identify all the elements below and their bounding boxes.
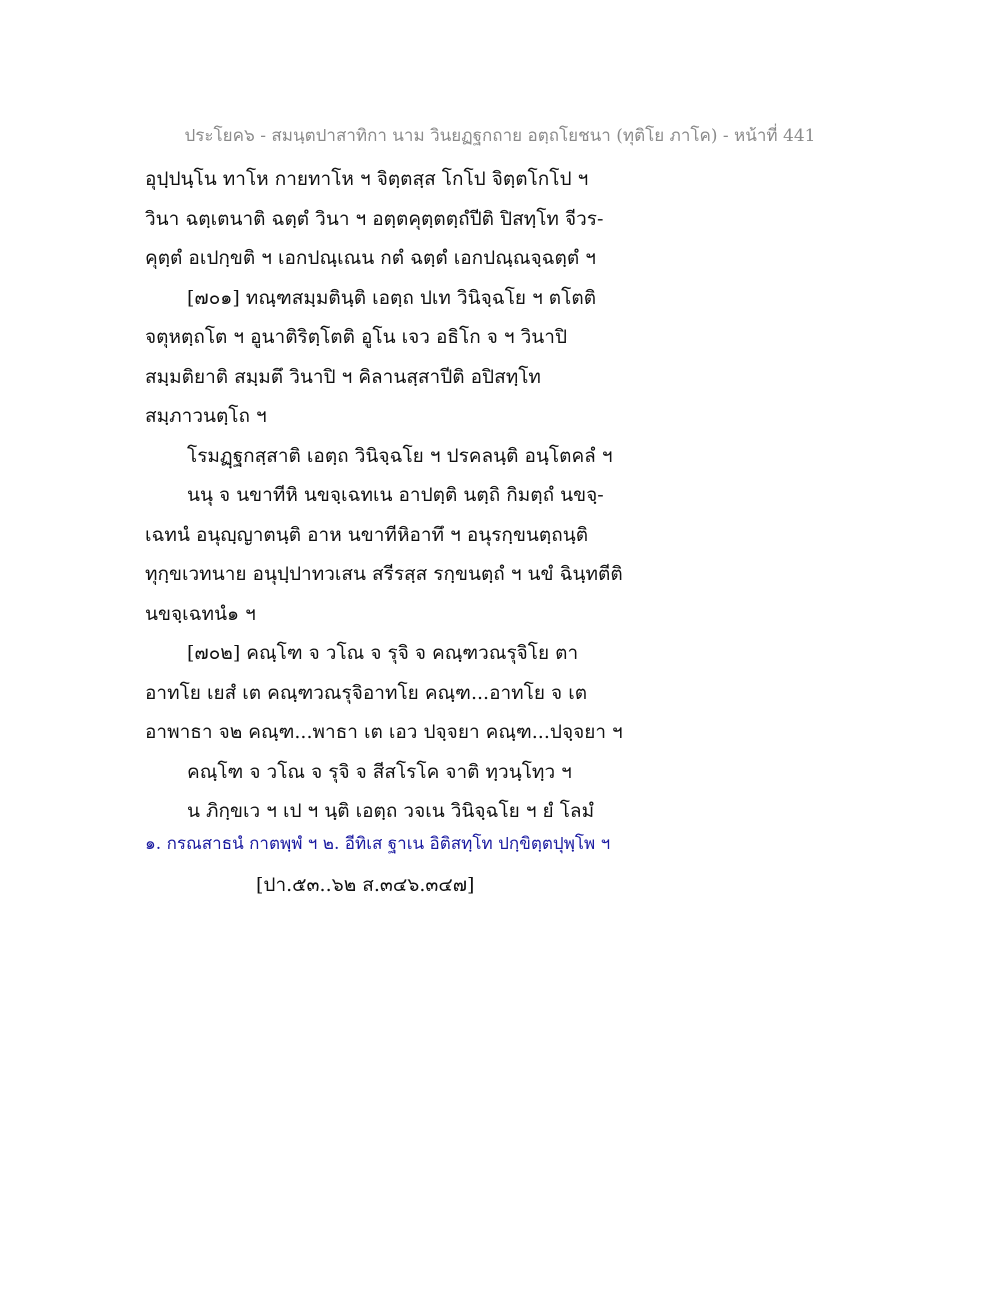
text-line: สมฺภาวนตฺโถ ฯ bbox=[145, 405, 267, 427]
text-line: คุตฺตํ อเปกฺขติ ฯ เอกปณฺเณน กตํ ฉตฺตํ เอกปณฺณจฺฉตฺตํ ฯ bbox=[145, 247, 596, 269]
text-line: โรมฏฺฐกสฺสาติ เอตฺถ วินิจฺฉโย ฯ ปรคลนฺติ อนฺโตคลํ ฯ bbox=[187, 444, 613, 467]
footnotes: ๑. กรณสาธนํ กาตพฺพํ ฯ ๒. อีทิเส ฐาเน อิติสทฺโท ปกฺขิตฺตปุพฺโพ ฯ bbox=[145, 834, 611, 854]
text-line: เฉทนํ อนุญฺญาตนฺติ อาห นขาทีหิอาทึ ฯ อนุรกฺขนตฺถนฺติ bbox=[145, 523, 589, 546]
text-line: นนุ จ นขาทีหิ นขจฺเฉทเน อาปตฺติ นตฺถิ กิมตฺถํ นขจฺ- bbox=[187, 484, 604, 506]
text-line: [๗๐๑] ทณฺฑสมฺมตินฺติ เอตฺถ ปเท วินิจฺฉโย ฯ ตโตติ bbox=[187, 286, 597, 309]
text-line: [๗๐๒] คณฺโฑ จ วโณ จ รุจิ จ คณฺฑวณรุจิโย ตา bbox=[187, 642, 579, 664]
text-line: น ภิกฺขเว ฯ เป ฯ นฺติ เอตฺถ วจเน วินิจฺฉโย ฯ ยํ โลมํ bbox=[187, 800, 595, 822]
running-header: ประโยค๖ - สมนฺตปาสาทิกา นาม วินยฏฐกถาย อตฺถโยชนา (ทุติโย ภาโค) - หน้าที่ 441 bbox=[184, 126, 816, 146]
text-line: สมฺมติยาติ สมฺมตึ วินาปิ ฯ คิลานสฺสาปีติ อปิสทฺโท bbox=[145, 365, 541, 388]
text-line: วินา ฉตฺเตนาติ ฉตฺตํ วินา ฯ อตฺตคุตฺตตฺถํปีติ ปิสทฺโท จีวร- bbox=[145, 207, 604, 230]
source-reference: [ปา.๕๓..๖๒ ส.๓๔๖.๓๔๗] bbox=[256, 874, 475, 896]
text-line: นขจฺเฉทนํ๑ ฯ bbox=[145, 602, 256, 625]
body-text bbox=[145, 160, 845, 832]
text-line: อาพาธา จ๒ คณฺฑ...พาธา เต เอว ปจฺจยา คณฺฑ...ปจฺจยา ฯ bbox=[145, 721, 623, 743]
text-line: จตุหตฺถโต ฯ อูนาติริตฺโตติ อูโน เจว อธิโก จ ฯ วินาปิ bbox=[145, 326, 568, 348]
text-line: อาทโย เยสํ เต คณฺฑวณรุจิอาทโย คณฺฑ...อาทโย จ เต bbox=[145, 681, 588, 704]
text-line: อุปฺปนฺโน ทาโห กายทาโห ฯ จิตฺตสฺส โกโป จิตฺตโกโป ฯ bbox=[145, 168, 589, 190]
text-line: คณฺโฑ จ วโณ จ รุจิ จ สีสโรโค จาติ ทฺวนฺโทฺว ฯ bbox=[187, 760, 572, 783]
text-line: ทุกฺขเวทนาย อนุปฺปาทวเสน สรีรสฺส รกฺขนตฺถํ ฯ นขํ ฉินฺทตีติ bbox=[145, 563, 623, 585]
